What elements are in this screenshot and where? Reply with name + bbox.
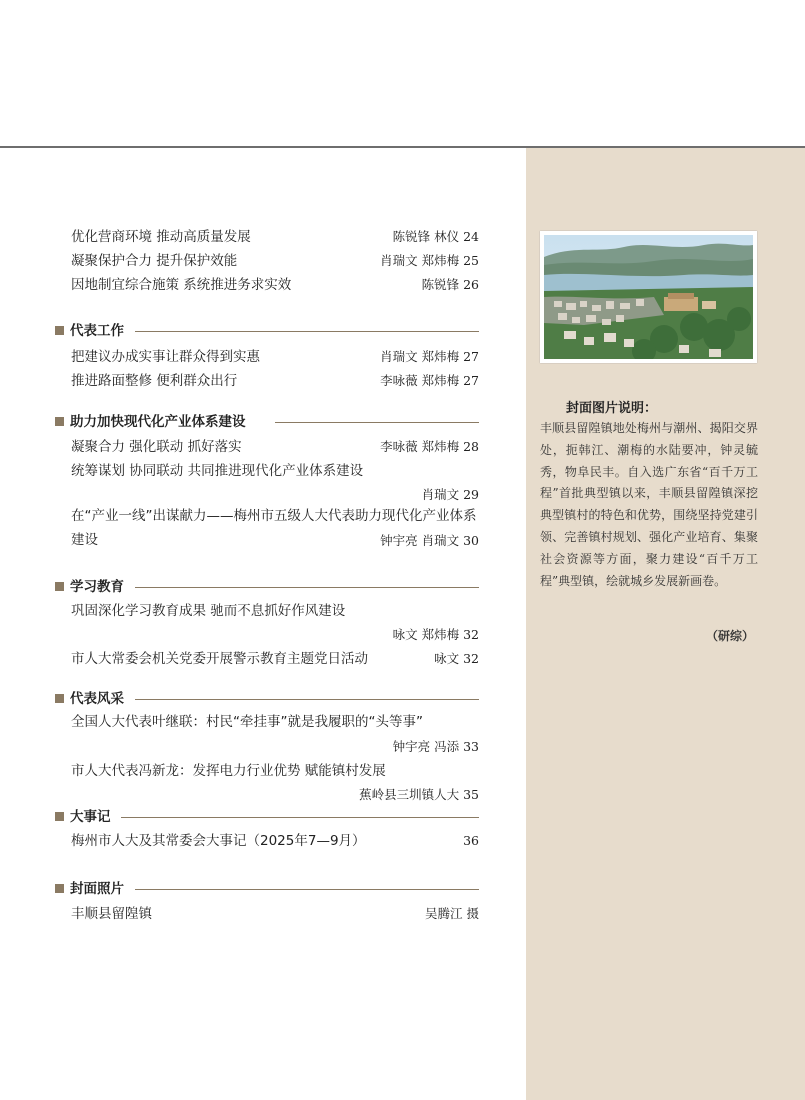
toc-entry-title: 因地制宜综合施策 系统推进务求实效	[71, 277, 292, 293]
toc-entry-title-wrapped[interactable]: 全国人大代表叶继联：村民“牵挂事”就是我履职的“头等事”	[71, 714, 423, 730]
section-heading-text: 代表风采	[70, 691, 124, 707]
section-marker-icon	[55, 582, 64, 591]
toc-entry-author: 肖瑞文 29	[421, 487, 479, 502]
toc-entry-author: 咏文 郑炜梅 32	[392, 627, 479, 642]
toc-entry-title: 巩固深化学习教育成果 驰而不息抓好作风建设	[71, 603, 346, 619]
toc-entry-title: 统筹谋划 协同联动 共同推进现代化产业体系建设	[71, 463, 364, 479]
cover-photo	[540, 231, 757, 363]
section-rule	[135, 699, 479, 700]
section-rule	[135, 889, 479, 890]
section-heading-text: 大事记	[70, 809, 111, 825]
toc-entry-author: 钟宇亮 冯添 33	[392, 739, 479, 754]
section-heading-text: 学习教育	[70, 579, 124, 595]
toc-entry-title: 丰顺县留隍镇	[71, 906, 152, 922]
toc-entry-author: 吴腾江 摄	[425, 906, 479, 921]
section-rule	[135, 331, 479, 332]
toc-entry-title: 凝聚保护合力 提升保护效能	[71, 253, 238, 269]
cover-caption-body: 丰顺县留隍镇地处梅州与潮州、揭阳交界处，扼韩江、潮梅的水陆要冲，钟灵毓秀，物阜民丰。自入选广东省“百千万工程”首批典型镇以来，丰顺县留隍镇深挖典型镇村的特色和优势，围绕坚持党建引领、完善镇村规划、强化产业培育、集聚社会资源等方面，聚力建设“百千万工程”典型镇，绘就城乡发展新画卷。	[540, 421, 758, 588]
cover-photo-image	[544, 235, 753, 359]
section-marker-icon	[55, 812, 64, 821]
section-heading	[55, 690, 479, 710]
toc-entry-author: 咏文 32	[434, 651, 479, 666]
section-rule	[121, 817, 479, 818]
toc-entry-author: 李咏薇 郑炜梅 28	[380, 439, 479, 454]
toc-entry-author: 陈锐锋 林仪 24	[392, 229, 479, 244]
toc-entry-title-wrapped[interactable]: 在“产业一线”出谋献力——梅州市五级人大代表助力现代化产业体系建设	[71, 508, 477, 548]
section-heading-text: 代表工作	[70, 323, 124, 339]
section-heading-text: 助力加快现代化产业体系建设	[70, 414, 246, 430]
toc-entry-title: 推进路面整修 便利群众出行	[71, 373, 238, 389]
section-heading	[55, 322, 479, 342]
toc-entry-title: 凝聚合力 强化联动 抓好落实	[71, 439, 242, 455]
section-marker-icon	[55, 694, 64, 703]
toc-entry-page: 36	[463, 833, 479, 848]
section-marker-icon	[55, 326, 64, 335]
section-heading	[55, 880, 479, 900]
toc-entry-author: 陈锐锋 26	[421, 277, 479, 292]
toc-entry-author: 李咏薇 郑炜梅 27	[380, 373, 479, 388]
toc-entry-title: 优化营商环境 推动高质量发展	[71, 229, 251, 245]
toc-entry-title: 把建议办成实事让群众得到实惠	[71, 349, 260, 365]
toc-entry-author: 钟宇亮 肖瑞文 30	[380, 533, 479, 548]
cover-caption-title: 封面图片说明：	[566, 401, 658, 416]
cover-caption-credit: （研综）	[706, 629, 755, 643]
toc-entry-author: 肖瑞文 郑炜梅 27	[380, 349, 479, 364]
toc-entry-author: 肖瑞文 郑炜梅 25	[380, 253, 479, 268]
toc-entry-title: 市人大代表冯新龙：发挥电力行业优势 赋能镇村发展	[71, 763, 386, 779]
section-heading	[55, 413, 479, 433]
toc-entry-title: 市人大常委会机关党委开展警示教育主题党日活动	[71, 651, 368, 667]
toc-entry-title: 梅州市人大及其常委会大事记（2025年7—9月）	[71, 833, 366, 849]
section-marker-icon	[55, 417, 64, 426]
section-heading	[55, 808, 479, 828]
section-marker-icon	[55, 884, 64, 893]
toc-entry-author: 蕉岭县三圳镇人大 35	[359, 787, 479, 802]
section-heading	[55, 578, 479, 598]
section-rule	[275, 422, 479, 423]
section-rule	[135, 587, 479, 588]
section-heading-text: 封面照片	[70, 881, 124, 897]
